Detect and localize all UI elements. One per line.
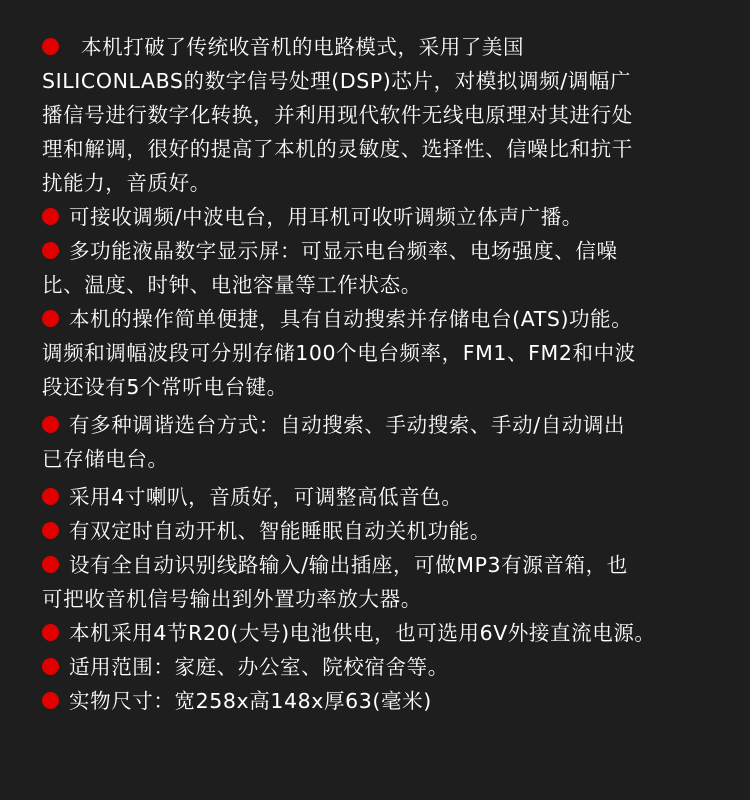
red-dot-bullet-icon [42,242,59,259]
feature-item-usage [42,650,722,684]
feature-text: 适用范围：家庭、办公室、院校宿舍等。 [69,655,449,679]
red-dot-bullet-icon [42,658,59,675]
feature-text: 可接收调频/中波电台，用耳机可收听调频立体声广播。 [69,205,583,229]
feature-item-display [42,234,722,302]
feature-item-power [42,616,722,650]
feature-item-dimensions [42,684,722,718]
feature-item-dsp [42,30,722,200]
red-dot-bullet-icon [42,208,59,225]
feature-item-ats [42,302,722,404]
feature-text: 设有全自动识别线路输入/输出插座，可做MP3有源音箱，也 可把收音机信号输出到外置功率放大器。 [42,553,628,611]
red-dot-bullet-icon [42,310,59,327]
red-dot-bullet-icon [42,488,59,505]
feature-list [42,30,722,718]
feature-text: 本机的操作简单便捷，具有自动搜索并存储电台(ATS)功能。 调频和调幅波段可分别存储100个电台频率，FM1、FM2和中波 段还设有5个常听电台键。 [42,307,636,399]
red-dot-bullet-icon [42,38,59,55]
feature-text: 有双定时自动开机、智能睡眠自动关机功能。 [69,519,491,543]
red-dot-bullet-icon [42,416,59,433]
feature-text: 多功能液晶数字显示屏：可显示电台频率、电场强度、信噪 比、温度、时钟、电池容量等工作状态。 [42,239,618,297]
feature-item-speaker [42,480,722,514]
feature-text: 采用4寸喇叭，音质好，可调整高低音色。 [69,485,463,509]
feature-text: 实物尺寸：宽258x高148x厚63(毫米) [69,689,432,713]
feature-item-reception [42,200,722,234]
red-dot-bullet-icon [42,522,59,539]
feature-item-line-io [42,548,722,616]
feature-item-tuning [42,408,722,476]
feature-text: 有多种调谐选台方式：自动搜索、手动搜索、手动/自动调出 已存储电台。 [42,413,626,471]
feature-text: 本机采用4节R20(大号)电池供电，也可选用6V外接直流电源。 [69,621,656,645]
red-dot-bullet-icon [42,556,59,573]
feature-text: 本机打破了传统收音机的电路模式，采用了美国 SILICONLABS的数字信号处理(DSP)芯片，对模拟调频/调幅广 播信号进行数字化转换，并利用现代软件无线电原理对其进行处 理和解调，很好的提高了本机的灵敏度、选择性、信噪比和抗干 扰能力，音质好。 [42,35,633,195]
red-dot-bullet-icon [42,692,59,709]
red-dot-bullet-icon [42,624,59,641]
feature-item-timer [42,514,722,548]
